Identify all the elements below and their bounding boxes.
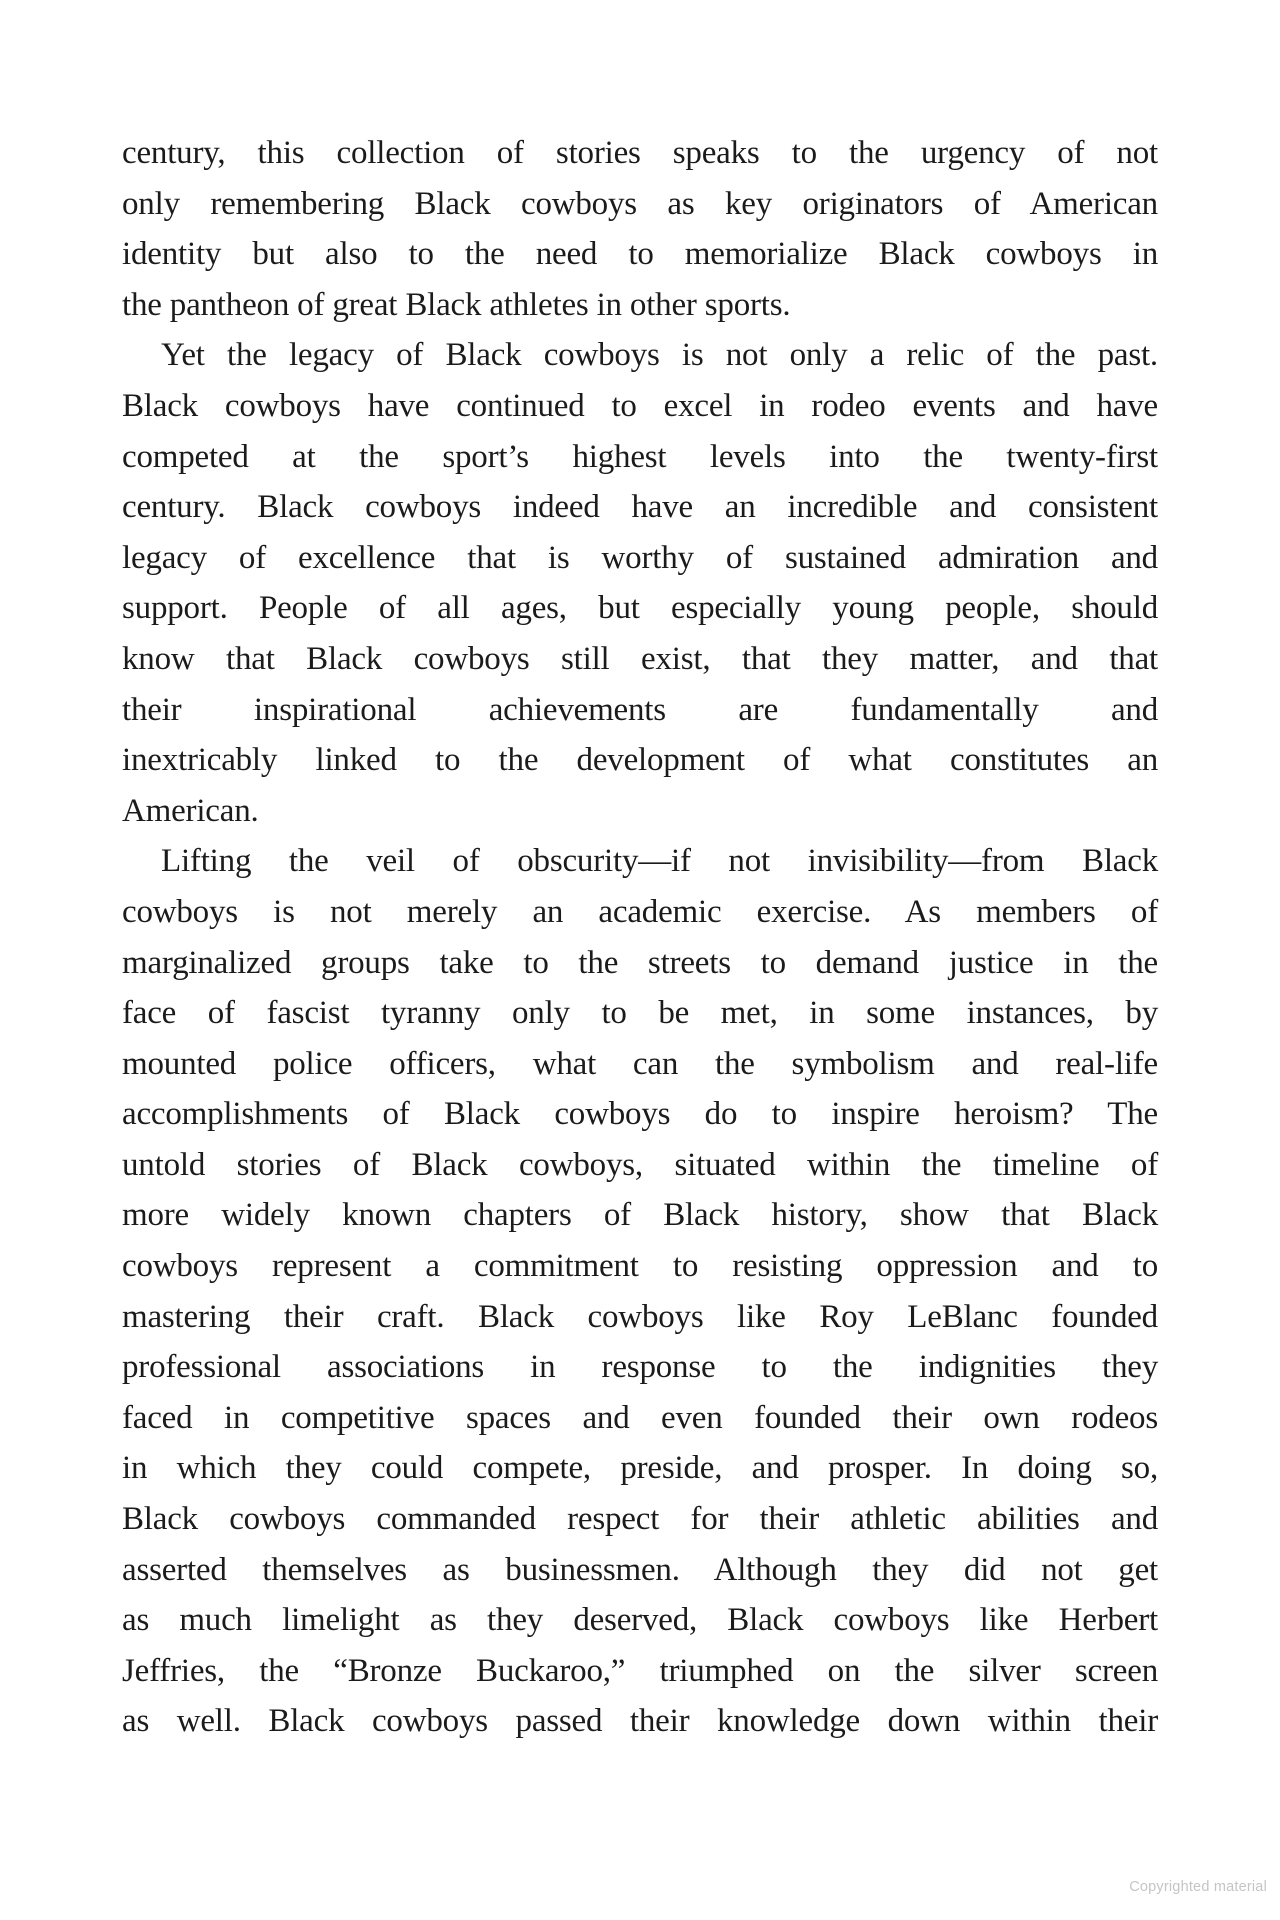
text-line: faced in competitive spaces and even founded their own rodeos [122,1399,1158,1436]
text-line: legacy of excellence that is worthy of sustained admiration and [122,539,1158,576]
text-line: the pantheon of great Black athletes in other sports. [122,286,791,323]
text-line: know that Black cowboys still exist, that they matter, and that [122,640,1158,677]
text-line: Black cowboys have continued to excel in rodeo events and have [122,387,1158,424]
text-line: cowboys is not merely an academic exercise. As members of [122,893,1158,930]
text-line: cowboys represent a commitment to resisting oppression and to [122,1248,1158,1285]
text-line: their inspirational achievements are fundamentally and [122,691,1158,728]
page-text [122,128,1158,1747]
text-line: century. Black cowboys indeed have an incredible and consistent [122,489,1158,526]
text-line: Black cowboys commanded respect for their athletic abilities and [122,1501,1158,1538]
text-line: as well. Black cowboys passed their knowledge down within their [122,1703,1158,1740]
text-line: Yet the legacy of Black cowboys is not only a relic of the past. [161,337,1158,374]
text-line: in which they could compete, preside, and prosper. In doing so, [122,1450,1158,1487]
text-line: as much limelight as they deserved, Black cowboys like Herbert [122,1602,1158,1639]
text-line: marginalized groups take to the streets to demand justice in the [122,944,1158,981]
text-line: untold stories of Black cowboys, situated within the timeline of [122,1146,1158,1183]
copyright-watermark: Copyrighted material [1129,1879,1267,1895]
paragraph-3 [122,836,1158,1747]
text-line: face of fascist tyranny only to be met, in some instances, by [122,995,1158,1032]
text-line: inextricably linked to the development of what constitutes an [122,742,1158,779]
text-line: competed at the sport’s highest levels into the twenty-first [122,438,1158,475]
text-line: only remembering Black cowboys as key originators of American [122,185,1158,222]
paragraph-1 [122,128,1158,330]
text-line: American. [122,792,259,829]
text-line: Jeffries, the “Bronze Buckaroo,” triumphed on the silver screen [122,1652,1158,1689]
text-line: asserted themselves as businessmen. Although they did not get [122,1551,1158,1588]
text-line: more widely known chapters of Black history, show that Black [122,1197,1158,1234]
text-line: century, this collection of stories speaks to the urgency of not [122,135,1158,171]
paragraph-2 [122,330,1158,836]
text-line: identity but also to the need to memorialize Black cowboys in [122,236,1158,273]
text-line: mastering their craft. Black cowboys like Roy LeBlanc founded [122,1298,1158,1335]
text-line: accomplishments of Black cowboys do to inspire heroism? The [122,1096,1158,1133]
text-line: mounted police officers, what can the symbolism and real-life [122,1045,1158,1082]
text-line: Lifting the veil of obscurity—if not invisibility—from Black [161,843,1158,880]
text-line: professional associations in response to the indignities they [122,1349,1158,1386]
text-line: support. People of all ages, but especially young people, should [122,590,1158,627]
